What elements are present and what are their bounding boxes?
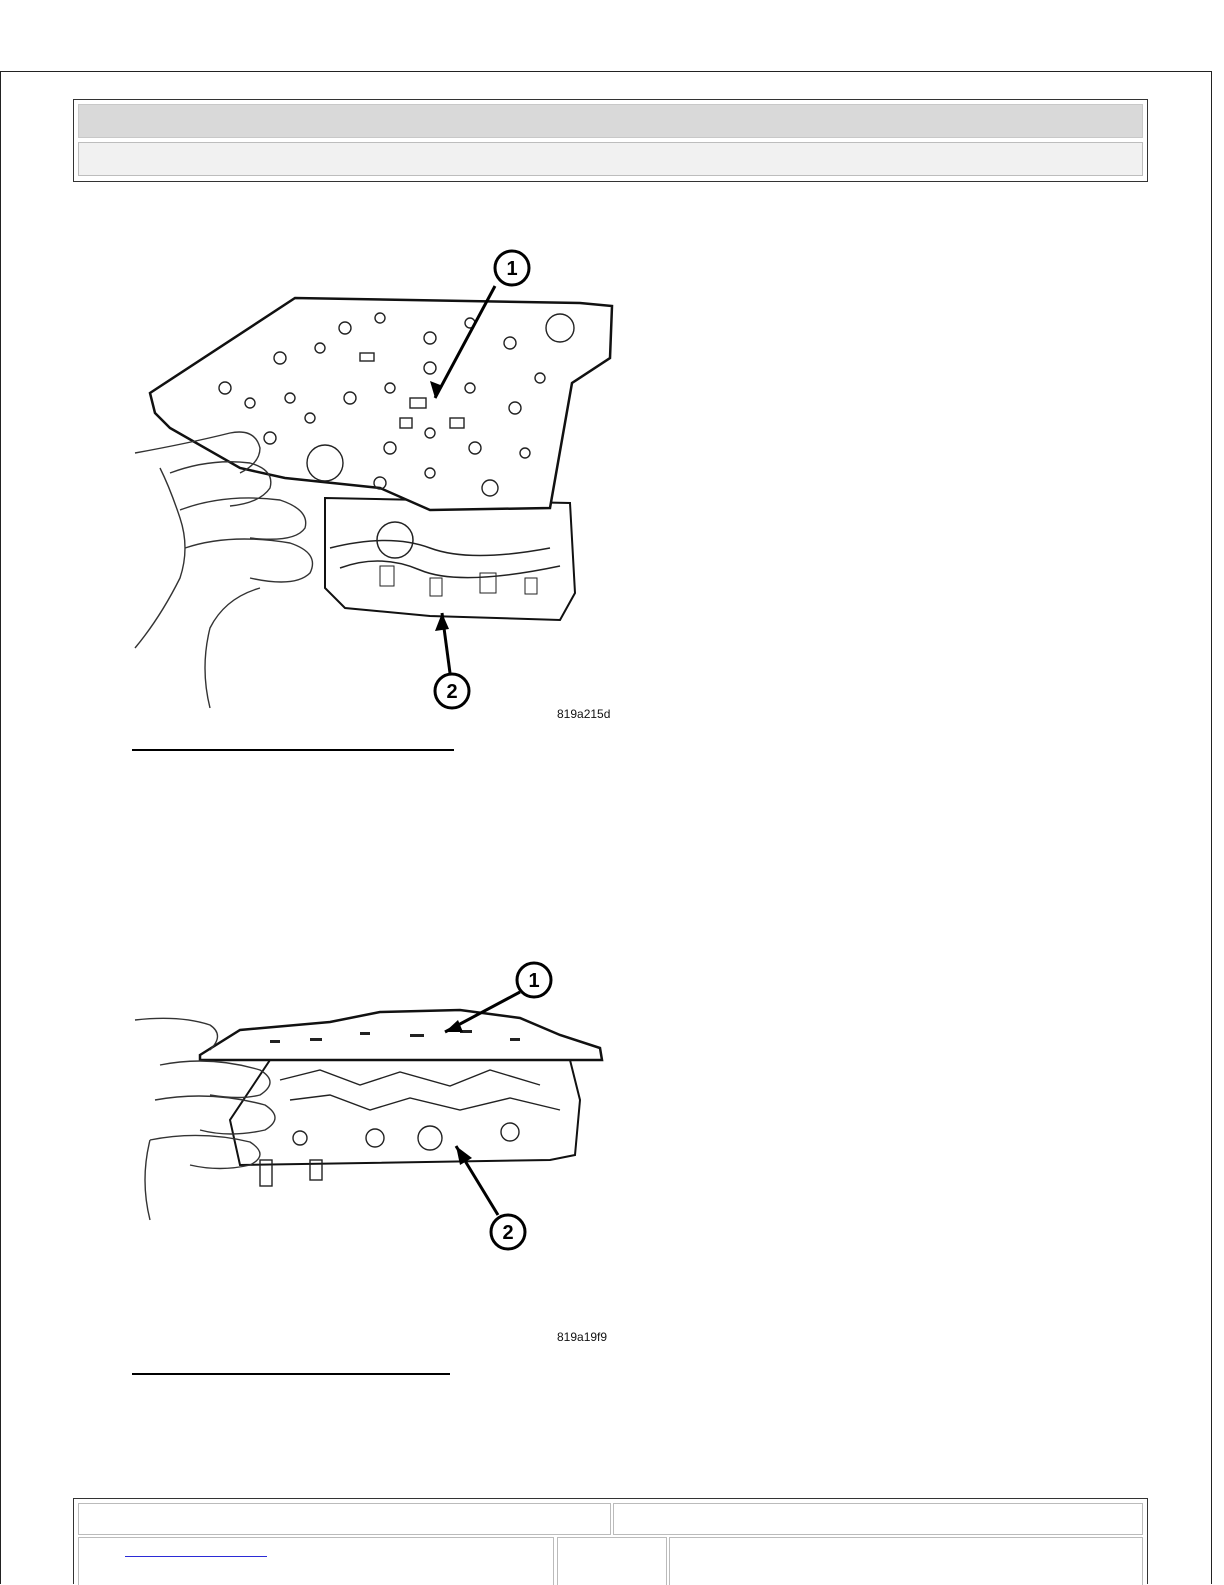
figure-1-separator-rule bbox=[132, 749, 454, 751]
figure-plate-side-view bbox=[130, 960, 625, 1350]
figure-2-callout-2: 2 bbox=[502, 1222, 514, 1244]
header-subtitle-row bbox=[78, 142, 1143, 176]
footer-cell-right-top bbox=[613, 1503, 1143, 1535]
footer-cell-left-top bbox=[78, 1503, 611, 1535]
separator-plate-shape bbox=[150, 298, 612, 510]
separator-plate-side-shape bbox=[200, 1010, 602, 1060]
figure-2-callout-1: 1 bbox=[528, 970, 540, 992]
figure-1-callout-2: 2 bbox=[446, 681, 458, 703]
figure-1-code: 819a215d bbox=[557, 707, 611, 721]
footer-hyperlink[interactable] bbox=[125, 1556, 267, 1557]
header-title-row bbox=[78, 104, 1143, 138]
page-header-table bbox=[73, 99, 1148, 182]
figure-2-code: 819a19f9 bbox=[557, 1330, 608, 1344]
valve-body-shape bbox=[325, 498, 575, 620]
valve-body-side-shape bbox=[230, 1060, 580, 1165]
figure-1-callout-1: 1 bbox=[506, 258, 518, 280]
page-footer-table bbox=[73, 1498, 1148, 1584]
figure-2-illustration bbox=[130, 960, 625, 1350]
footer-cell-right bbox=[669, 1537, 1143, 1585]
footer-cell-middle bbox=[557, 1537, 667, 1585]
figure-separator-plate-removal bbox=[130, 248, 625, 723]
figure-2-separator-rule bbox=[132, 1373, 450, 1375]
footer-cell-link bbox=[78, 1537, 554, 1585]
figure-1-illustration bbox=[130, 248, 625, 723]
